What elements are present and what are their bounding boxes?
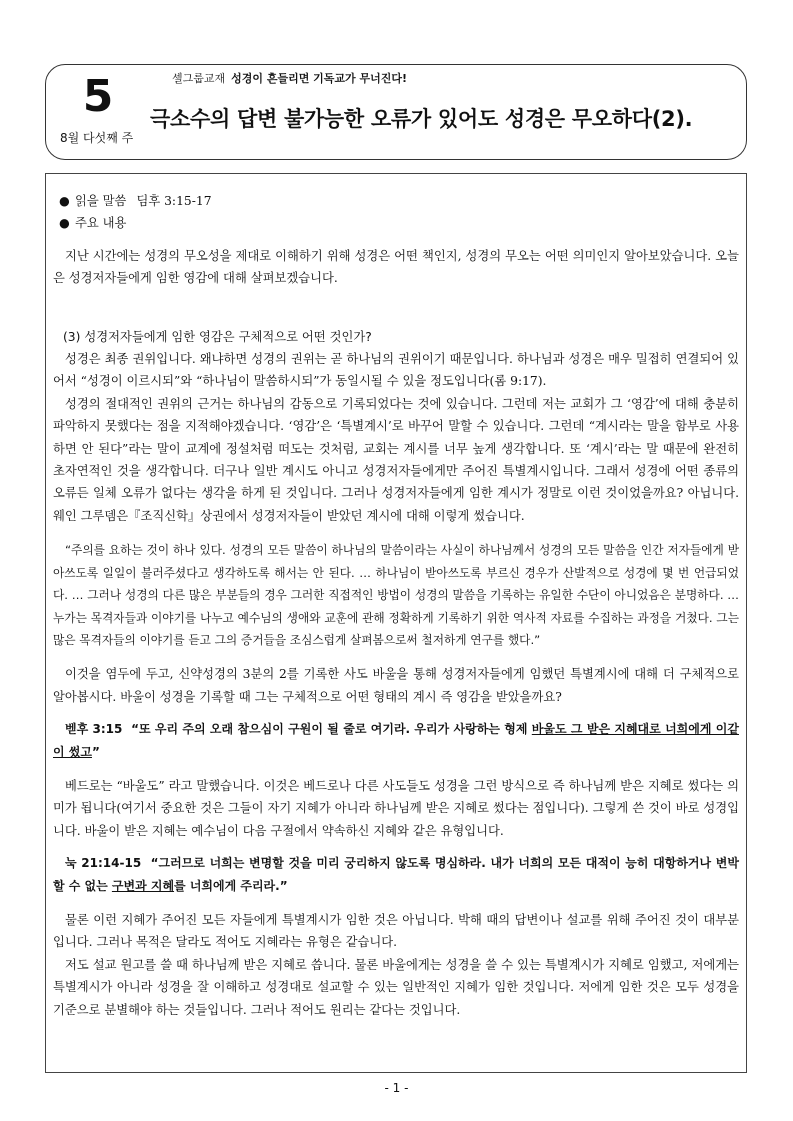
bullet-icon: ● <box>59 194 70 208</box>
verse-text-end: ” <box>91 744 100 759</box>
verse-reference: 벧후 3:15 <box>65 722 123 737</box>
spacer <box>53 897 739 909</box>
grudem-quote: “주의를 요하는 것이 하나 있다. 성경의 모든 말씀이 하나님의 말씀이라는 사실이 하나님께서 성경의 모든 말씀을 인간 저자들에게 받아쓰도록 일일이 불러주셨다고 생각하도록 해서는 안 된다. … 하나님이 받아쓰도록 부르신 경우가 산발적으로 성경에 몇 번 언급되었다. … 그러나 성경의 다른 많은 부분들의 경우 그러한 직접적인 방법이 성경의 말씀을 기록하는 유일한 수단이 아니었음은 분명하다. … 누가는 목격자들과 이야기를 나누고 예수님의 생애와 교훈에 관해 정확하게 기록하기 위한 역사적 자료를 수집하는 과정을 거쳤다. 그는 많은 목격자들의 이야기를 듣고 그의 증거들을 조심스럽게 살펴봄으로써 철저하게 연구를 했다.” <box>53 543 739 647</box>
spacer <box>53 651 739 663</box>
series-title: 성경이 흔들리면 기독교가 무너진다! <box>231 72 408 85</box>
paragraph-paul: 이것을 염두에 두고, 신약성경의 3분의 2를 기록한 사도 바울을 통해 성경저자들에게 임했던 특별계시에 대해 더 구체적으로 알아봅시다. 바울이 성경을 기록할 때 그는 구체적으로 어떤 형태의 계시 즉 영감을 받았을까요? <box>53 667 739 704</box>
lesson-number: 5 <box>82 71 114 122</box>
paragraph-inspiration: 성경의 절대적인 권위의 근거는 하나님의 감동으로 기록되었다는 것에 있습니다. 그런데 저는 교회가 그 ‘영감’에 대해 충분히 파악하지 못했다는 점을 지적해야겠습니다. ‘영감’은 ‘특별계시’로 바꾸어 말할 수 있습니다. 그런데 “계시라는 말을 함부로 사용하면 안 된다”라는 말이 교계에 정설처럼 떠도는 것처럼, 교회는 계시를 너무 높게 생각합니다. 또 ‘계시’라는 말 때문에 완전히 초자연적인 것을 생각합니다. 더구나 일반 계시도 아니고 성경저자들에게만 주어진 특별계시입니다. 그래서 성경에 어떤 종류의 오류든 일체 오류가 없다는 생각을 하게 된 것입니다. 그러나 성경저자들에게 임한 계시가 정말로 이런 것이었을까요? 아닙니다. 웨인 그루뎀은『조직신학』상권에서 성경저자들이 받았던 계시에 대해 이렇게 썼습니다. <box>53 396 739 523</box>
verse-text-end: 를 너희에게 주리라.” <box>174 878 288 893</box>
spacer <box>53 235 739 245</box>
lesson-title: 극소수의 답변 불가능한 오류가 있어도 성경은 무오하다(2). <box>150 107 693 131</box>
series-line <box>172 72 407 86</box>
reading-line <box>59 190 739 212</box>
main-content-line <box>59 212 739 234</box>
content-body <box>53 190 739 1021</box>
reading-reference: 딤후 3:15-17 <box>136 194 212 208</box>
paragraph-peter: 베드로는 “바울도” 라고 말했습니다. 이것은 베드로나 다른 사도들도 성경을 그런 방식으로 즉 하나님께 받은 지혜로 썼다는 의미가 됩니다(여기서 중요한 것은 그들이 자기 지혜가 아니라 하나님께 받은 지혜로 썼다는 점입니다). 그렇게 쓴 것이 바로 성경입니다. 바울이 받은 지혜는 예수님이 다음 구절에서 약속하신 지혜와 같은 유형입니다. <box>53 778 739 838</box>
intro-paragraph: 지난 시간에는 성경의 무오성을 제대로 이해하기 위해 성경은 어떤 책인지, 성경의 무오는 어떤 의미인지 알아보았습니다. 오늘은 성경저자들에게 임한 영감에 대해 살펴보겠습니다. <box>53 248 739 286</box>
spacer <box>53 842 739 852</box>
verse-reference: 눅 21:14-15 <box>65 856 142 871</box>
verse-text: “또 우리 주의 오래 참으심이 구원이 될 줄로 여기라. 우리가 사랑하는 형제 <box>131 722 532 737</box>
main-content-label: 주요 내용 <box>75 216 127 231</box>
verse-2peter <box>53 718 739 763</box>
paragraph-sermon: 저도 설교 원고를 쓸 때 하나님께 받은 지혜로 씁니다. 물론 바울에게는 성경을 쓸 수 있는 특별계시가 지혜로 임했고, 저에게는 특별계시가 아니라 성경을 잘 이해하고 성경대로 설교할 수 있는 일반적인 지혜가 임한 것입니다. 저에게 임한 것은 모두 성경을 기준으로 분별해야 하는 것들입니다. 그러나 적어도 원리는 같다는 것입니다. <box>53 957 739 1017</box>
page-number: - 1 - <box>384 1081 409 1095</box>
verse-luke <box>53 852 739 897</box>
paragraph-authority: 성경은 최종 권위입니다. 왜냐하면 성경의 권위는 곧 하나님의 권위이기 때문입니다. 하나님과 성경은 매우 밀접히 연결되어 있어서 “성경이 이르시되”와 “하나님이 말씀하시되”가 동일시될 수 있을 정도입니다(롬 9:17). <box>53 352 739 389</box>
paragraph-wisdom: 물론 이런 지혜가 주어진 모든 자들에게 특별계시가 임한 것은 아닙니다. 박해 때의 답변이나 설교를 위해 주어진 것이 대부분입니다. 그러나 목적은 달라도 적어도 지혜라는 유형은 같습니다. <box>53 912 739 950</box>
bullet-icon: ● <box>59 216 70 231</box>
spacer <box>53 290 739 326</box>
week-label: 8월 다섯째 주 <box>60 131 134 145</box>
series-label: 셀그룹교재 <box>172 72 226 85</box>
verse-text: “그러므로 너희는 변명할 것을 미리 궁리하지 않도록 명심하라. 내가 너희의 모든 대적이 능히 대항하거나 변박할 수 없는 <box>53 856 739 893</box>
verse-underlined-text: 바울도 그 받은 지혜대로 너희에게 이같이 썼고 <box>53 722 739 759</box>
spacer <box>53 708 739 718</box>
section-heading: (3) 성경저자들에게 임한 영감은 구체적으로 어떤 것인가? <box>63 329 372 344</box>
reading-label: 읽을 말씀 <box>75 194 127 208</box>
spacer <box>53 527 739 539</box>
spacer <box>53 763 739 775</box>
verse-underlined-text: 구변과 지혜 <box>111 878 175 893</box>
